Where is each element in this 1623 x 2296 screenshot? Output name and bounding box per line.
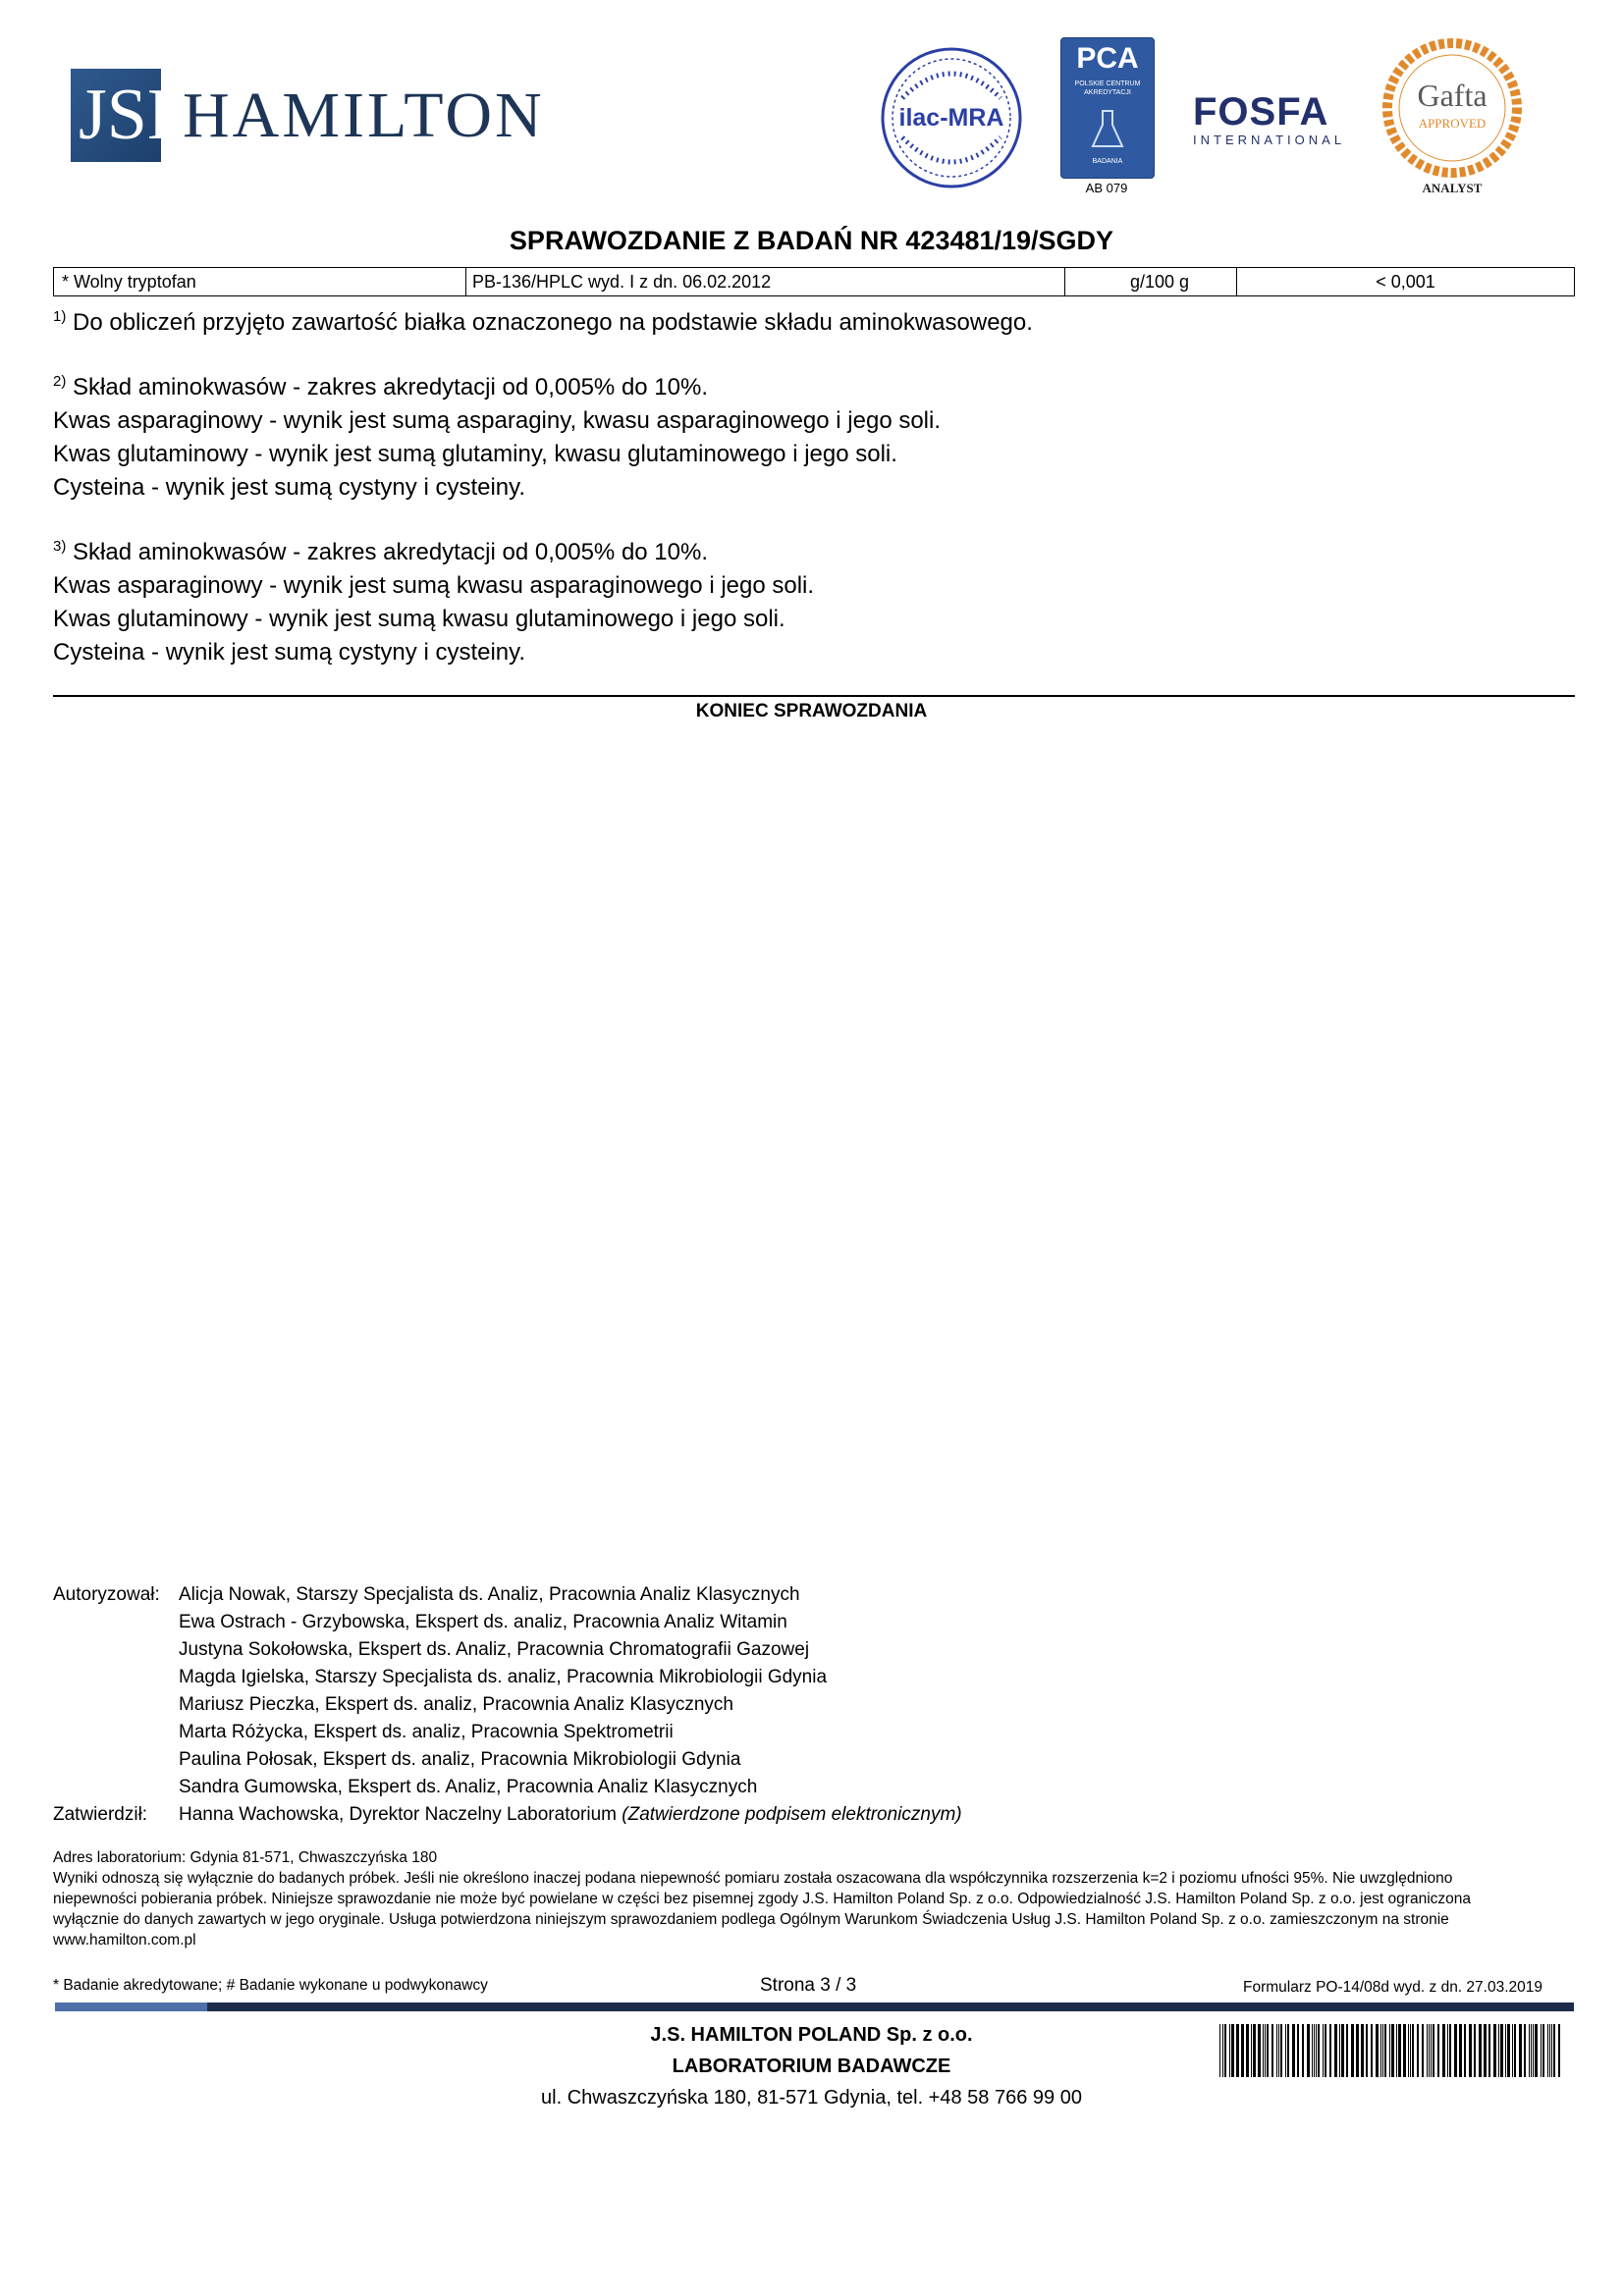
footer-bar [207,2002,1574,2011]
note-1-marker: 1) [53,308,67,325]
barcode-icon [1219,2024,1563,2077]
note-2-line-4: Cysteina - wynik jest sumą cystyny i cysteiny. [53,474,526,501]
fosfa-logo-text: FOSFA [1193,90,1329,133]
gafta-analyst: ANALYST [1422,181,1483,195]
page-number: Strona 3 / 3 [760,1975,857,1996]
authorizer-4: Magda Igielska, Starszy Specjalista ds. analiz, Pracownia Mikrobiologii Gdynia [179,1667,828,1687]
method-cell: PB-136/HPLC wyd. I z dn. 06.02.2012 [466,268,1065,295]
gafta-text: Gafta [1417,78,1488,113]
end-of-report-label: KONIEC SPRAWOZDANIA [695,701,928,721]
note-3-line-3: Kwas glutaminowy - wynik jest sumą kwasu glutaminowego i jego soli. [53,606,785,632]
gafta-logo [1380,37,1525,199]
authorizer-6: Marta Różycka, Ekspert ds. analiz, Pracownia Spektrometrii [179,1722,674,1742]
note-1 [53,306,1033,340]
website-link[interactable]: www.hamilton.com.pl [53,1932,196,1949]
note-3-line-1 [53,536,708,569]
ilac-text: ilac-MRA [898,104,1004,132]
hamilton-logo-mark [71,69,200,162]
approved-label: Zatwierdził: [53,1804,148,1825]
approver [179,1804,962,1826]
authorizer-5: Mariusz Pieczka, Ekspert ds. analiz, Pracownia Analiz Klasycznych [179,1694,733,1715]
unit-cell: g/100 g [1065,268,1237,295]
pca-subtitle: POLSKIE CENTRUM AKREDYTACJI [1074,80,1141,96]
note-2-marker: 2) [53,373,67,390]
fosfa-subtitle: INTERNATIONAL [1193,133,1346,147]
pca-small-label: BADANIA [1092,158,1123,165]
logo-letters: JSH [79,75,200,155]
note-3-line-4: Cysteina - wynik jest sumą cystyny i cysteiny. [53,639,526,666]
disclaimer-line-2: niepewności pobierania próbek. Niniejsze sprawozdanie nie może być powielane w części bez pisemnej zgody J.S. Hamilton Poland Sp. z o.o. Odpowiedzialność J.S. Hamilton Poland Sp. z o.o. jest ograniczona [53,1891,1471,1907]
pca-logo [1060,37,1155,198]
note-2-line-3: Kwas glutaminowy - wynik jest sumą glutaminy, kwasu glutaminowego i jego soli. [53,441,897,467]
approver-name: Hanna Wachowska, Dyrektor Naczelny Laboratorium [179,1804,617,1825]
approver-note: (Zatwierdzone podpisem elektronicznym) [622,1804,962,1825]
authorizer-3: Justyna Sokołowska, Ekspert ds. Analiz, Pracownia Chromatografii Gazowej [179,1639,810,1660]
lab-address: Adres laboratorium: Gdynia 81-571, Chwaszczyńska 180 [53,1849,438,1866]
note-2-text: Skład aminokwasów - zakres akredytacji od 0,005% do 10%. [73,374,709,400]
pca-accreditation-code: AB 079 [1085,181,1128,195]
gafta-approved: APPROVED [1418,116,1487,131]
parameter-cell: * Wolny tryptofan [54,268,466,295]
result-cell: < 0,001 [1376,272,1435,292]
end-divider [53,695,1575,697]
authorizer-2: Ewa Ostrach - Grzybowska, Ekspert ds. analiz, Pracownia Analiz Witamin [179,1612,787,1632]
note-1-text: Do obliczeń przyjęto zawartość białka oznaczonego na podstawie składu aminokwasowego. [73,309,1033,336]
note-2-line-1 [53,371,708,404]
note-3-marker: 3) [53,538,67,555]
results-table-row [53,267,1575,296]
note-3-line-2: Kwas asparaginowy - wynik jest sumą kwasu asparaginowego i jego soli. [53,572,815,599]
disclaimer-line-1: Wyniki odnoszą się wyłącznie do badanych próbek. Jeśli nie określono inaczej podana niepewność pomiaru została oszacowana dla współczynnika rozszerzenia k=2 i poziomu ufności 95%. Nie uwzględniono [53,1870,1453,1887]
authorized-label: Autoryzował: [53,1584,160,1605]
authorizer-8: Sandra Gumowska, Ekspert ds. Analiz, Pracownia Analiz Klasycznych [179,1777,758,1797]
note-2-line-2: Kwas asparaginowy - wynik jest sumą asparaginy, kwasu asparaginowego i jego soli. [53,407,942,434]
pca-badge [1060,37,1155,179]
ilac-mra-logo [879,39,1024,196]
note-3-text: Skład aminokwasów - zakres akredytacji od 0,005% do 10%. [73,539,709,565]
authorizer-1: Alicja Nowak, Starszy Specjalista ds. Analiz, Pracownia Analiz Klasycznych [179,1584,800,1605]
report-title: SPRAWOZDANIE Z BADAŃ NR 423481/19/SGDY [509,226,1114,255]
footer-bar-accent [55,2002,207,2011]
company-unit: LABORATORIUM BADAWCZE [672,2056,951,2077]
authorizer-7: Paulina Połosak, Ekspert ds. analiz, Pracownia Mikrobiologii Gdynia [179,1749,741,1770]
form-code: Formularz PO-14/08d wyd. z dn. 27.03.2019 [1243,1979,1542,1996]
hamilton-logo-word: HAMILTON [183,80,545,151]
disclaimer-line-3: wyłącznie do danych zawartych w jego oryginale. Usługa potwierdzona niniejszym sprawozdaniem podlega Ogólnym Warunkom Świadczenia Usług J.S. Hamilton Poland Sp. z o.o. zamieszczonym na stronie [53,1911,1449,1928]
flask-icon [1091,109,1124,150]
legend: * Badanie akredytowane; # Badanie wykonane u podwykonawcy [53,1977,488,1994]
company-address: ul. Chwaszczyńska 180, 81-571 Gdynia, tel. +48 58 766 99 00 [541,2087,1082,2109]
company-name: J.S. HAMILTON POLAND Sp. z o.o. [650,2024,973,2046]
pca-title: PCA [1076,42,1139,75]
